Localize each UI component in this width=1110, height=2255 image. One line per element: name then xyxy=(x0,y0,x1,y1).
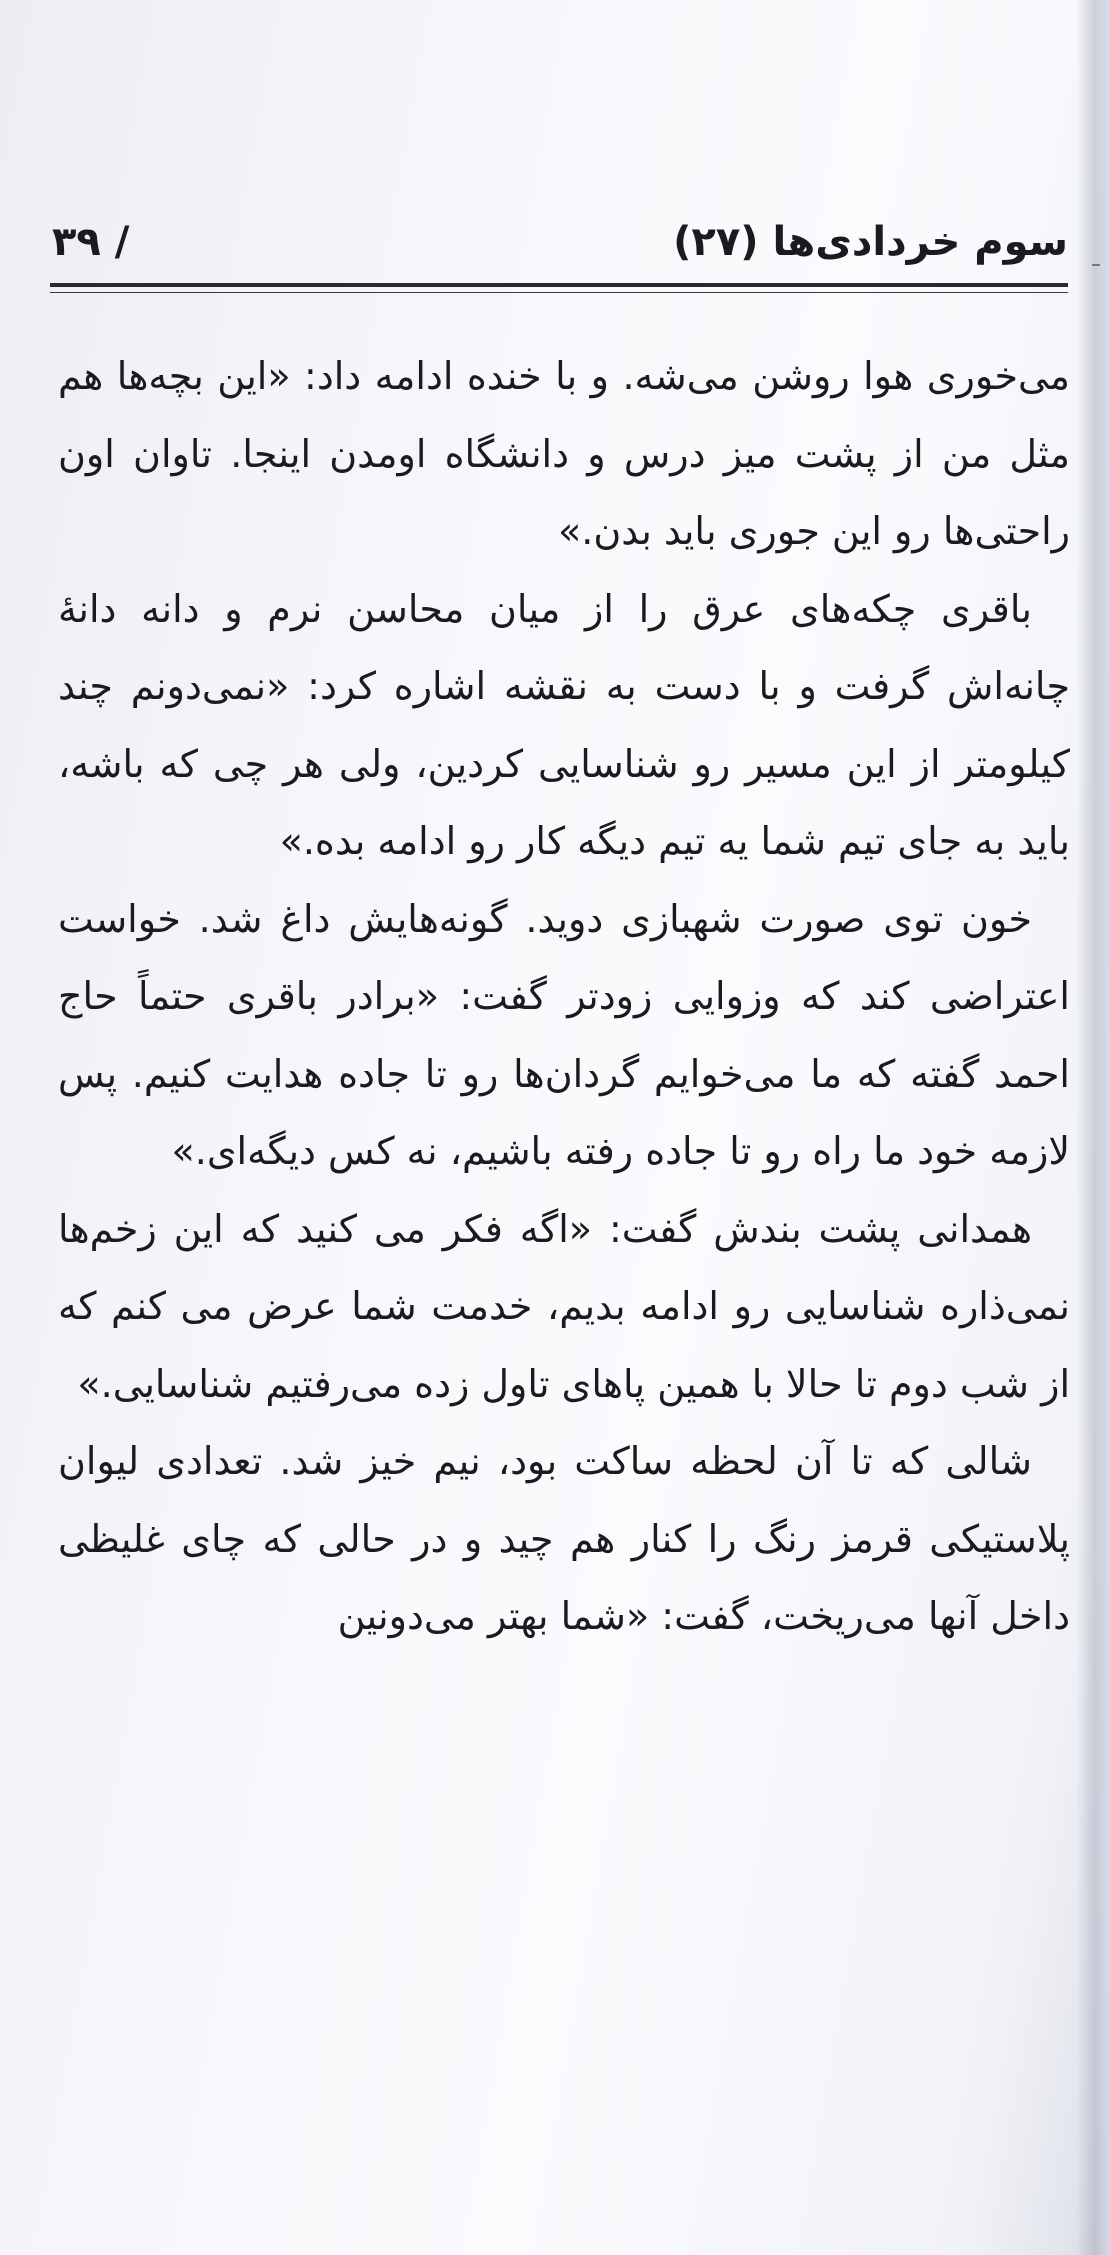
paragraph: شالی که تا آن لحظه ساکت بود، نیم خیز شد. تعدادی لیوان پلاستیکی قرمز رنگ را کنار هم چید و در حالی که چای غلیظی داخل آنها می‌ریخت، گفت: «شما بهتر می‌دونین xyxy=(58,1439,1070,1638)
paragraph: همدانی پشت بندش گفت: «اگه فکر می کنید که این زخم‌ها نمی‌ذاره شناسایی رو ادامه بدیم، خدمت شما عرض می کنم که از شب دوم تا حالا با همین پاهای تاول زده می‌رفتیم شناسایی.» xyxy=(58,1206,1070,1406)
paragraph: باقری چکه‌های عرق را از میان محاسن نرم و دانه دانهٔ چانه‌اش گرفت و با دست به نقشه اشاره کرد: «نمی‌دونم چند کیلومتر از این مسیر رو شناسایی کردین، ولی هر چی که باشه، باید به جای تیم شما یه تیم دیگه کار رو ادامه بده.» xyxy=(58,586,1070,863)
page-edge-mark xyxy=(1092,264,1100,266)
body-text xyxy=(58,338,1070,1656)
paragraph: می‌خوری هوا روشن می‌شه. و با خنده ادامه داد: «این بچه‌ها هم مثل من از پشت میز درس و دانشگاه اومدن اینجا. تاوان اون راحتی‌ها رو این جوری باید بدن.» xyxy=(58,354,1070,553)
running-header-title: سوم خردادی‌ها (۲۷) xyxy=(673,219,1068,265)
header-separator: / xyxy=(114,219,130,265)
page-number xyxy=(52,212,129,272)
header-rule-thin xyxy=(50,292,1068,293)
page-spine-shadow xyxy=(1076,0,1110,2255)
page-number-value: ۳۹ xyxy=(52,219,101,265)
running-header xyxy=(52,212,1068,272)
paragraph: خون توی صورت شهبازی دوید. گونه‌هایش داغ شد. خواست اعتراضی کند که وزوایی زودتر گفت: «برادر باقری حتماً حاج احمد گفته که ما می‌خوایم گردان‌ها رو تا جاده هدایت کنیم. پس لازمه خود ما راه رو تا جاده رفته باشیم، نه کس دیگه‌ای.» xyxy=(58,896,1070,1173)
header-rule-thick xyxy=(50,283,1068,287)
